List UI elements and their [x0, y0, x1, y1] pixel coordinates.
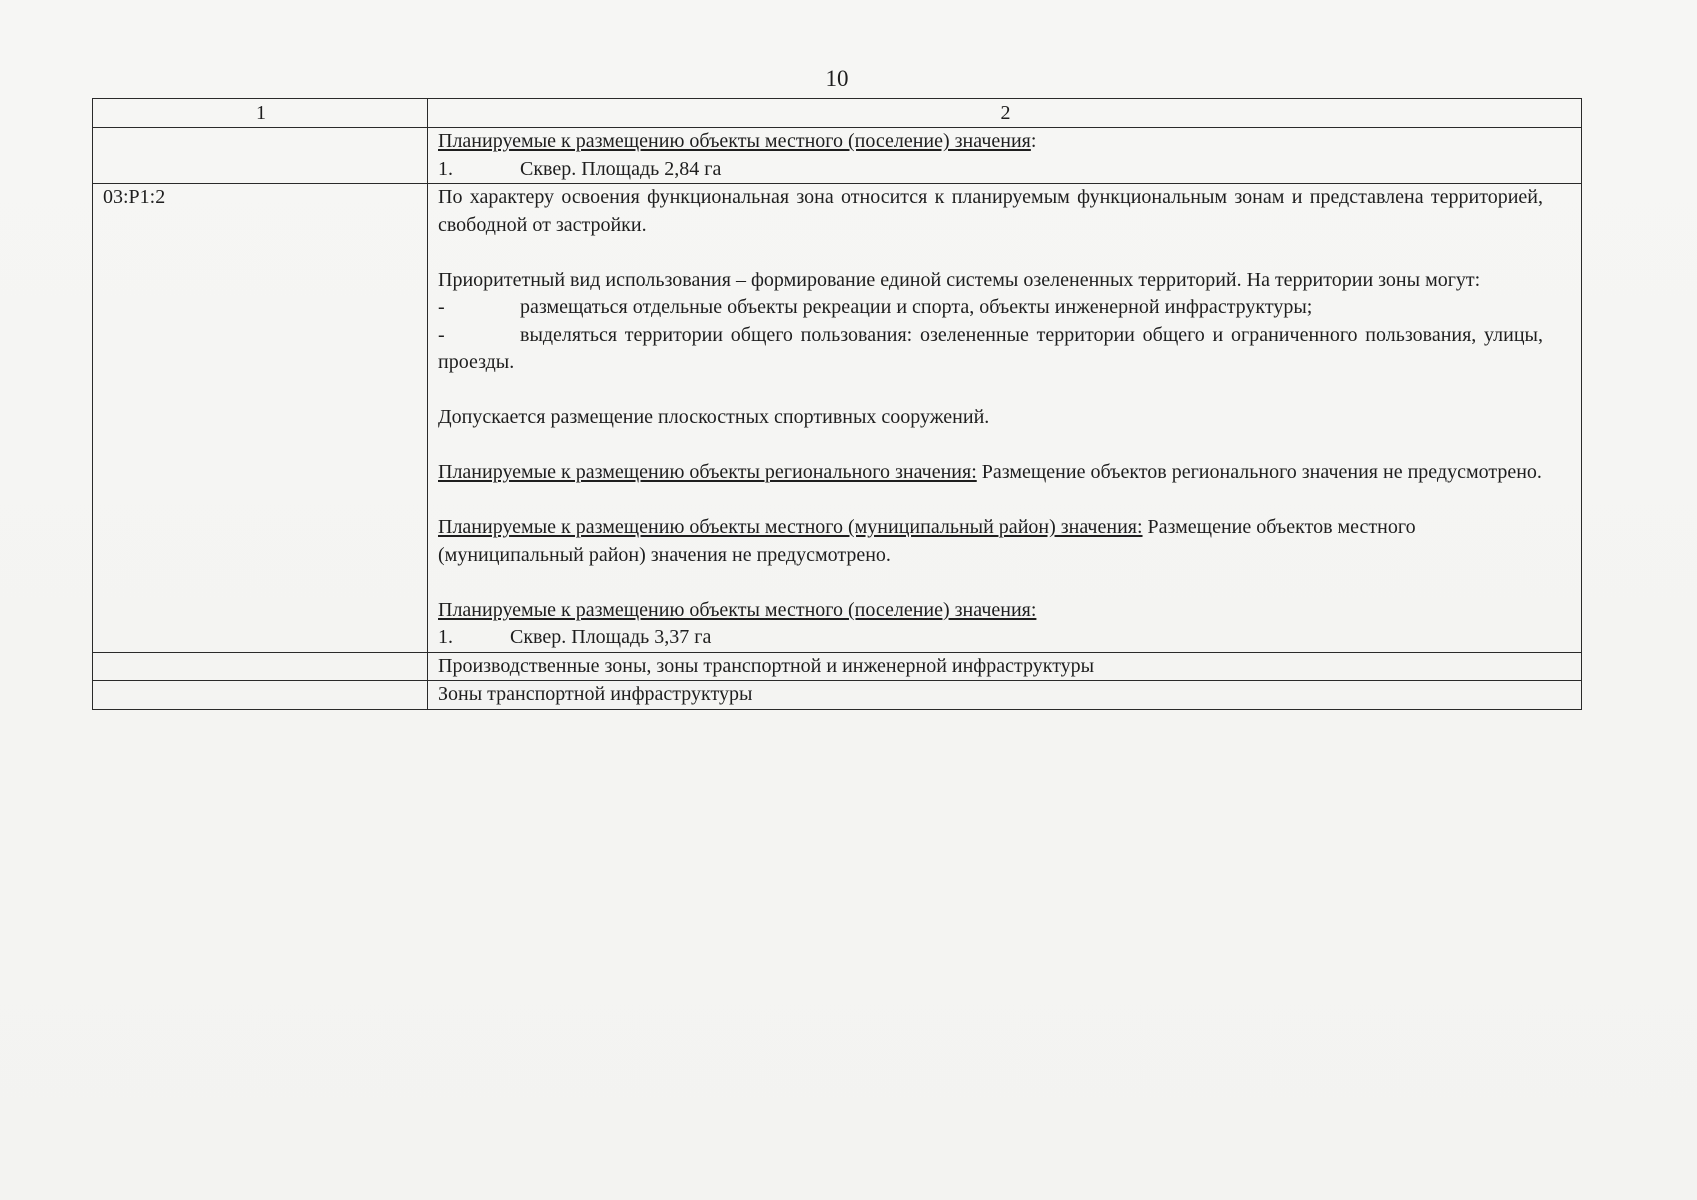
list-item: [438, 624, 1543, 652]
municipal-objects-text: Размещение объектов местного (муниципальный район) значения не предусмотрено.: [438, 516, 1416, 566]
zone-group-title: Производственные зоны, зоны транспортной и инженерной инфраструктуры: [428, 652, 1582, 681]
list-item-number: 1.: [438, 626, 453, 648]
table-row: [93, 128, 1582, 184]
table-header-row: [93, 99, 1582, 128]
zone-code-cell: [93, 128, 428, 184]
municipal-objects-heading: Планируемые к размещению объекты местного (муниципальный район) значения:: [438, 516, 1143, 538]
table-row: [93, 681, 1582, 710]
allowed-placement-paragraph: Допускается размещение плоскостных спортивных сооружений.: [438, 406, 990, 428]
development-character-paragraph: По характеру освоения функциональная зона относится к планируемым функциональным зонам и представлена территорией, свободной от застройки.: [438, 186, 1543, 236]
list-item-number: 1.: [438, 157, 453, 180]
dash-marker: -: [438, 296, 445, 318]
settlement-objects-heading: Планируемые к размещению объекты местного (поселение) значения:: [438, 598, 1037, 621]
municipal-objects-paragraph: [438, 514, 1543, 569]
zone-code-cell: [93, 652, 428, 681]
paragraph-gap: [438, 487, 1543, 515]
paragraph-gap: [438, 239, 1543, 267]
paragraph-gap: [438, 432, 1543, 460]
dash-marker: -: [438, 323, 445, 346]
list-item-text: размещаться отдельные объекты рекреации и спорта, объекты инженерной инфраструктуры;: [520, 296, 1313, 318]
settlement-objects-heading: Планируемые к размещению объекты местного (поселение) значения:: [438, 130, 1037, 152]
zone-subgroup-title: Зоны транспортной инфраструктуры: [428, 681, 1582, 710]
regional-objects-heading: Планируемые к размещению объекты регионального значения:: [438, 461, 977, 483]
zone-description-cell: [428, 184, 1582, 653]
column-header-2: 2: [428, 99, 1582, 128]
table-row: [93, 652, 1582, 681]
list-item: [438, 294, 1543, 322]
zone-description-cell: [428, 128, 1582, 184]
zones-table: [92, 98, 1582, 710]
list-item-text: Сквер. Площадь 3,37 га: [510, 626, 712, 648]
paragraph-gap: [438, 569, 1543, 597]
column-header-1: 1: [93, 99, 428, 128]
list-item-text: Сквер. Площадь 2,84 га: [520, 157, 722, 180]
list-item-text: выделяться территории общего пользования: озелененные территории общего и ограниченного пользования, улицы, проезды.: [438, 323, 1543, 373]
regional-objects-text: Размещение объектов регионального значения не предусмотрено.: [981, 461, 1542, 483]
paragraph-gap: [438, 377, 1543, 405]
regional-objects-paragraph: [438, 459, 1543, 487]
table-row: [93, 184, 1582, 653]
list-item: [438, 156, 1543, 184]
zone-code-cell: 03:Р1:2: [93, 184, 428, 653]
list-item: [438, 322, 1543, 377]
page-number: 10: [825, 66, 849, 91]
zone-code-cell: [93, 681, 428, 710]
priority-use-paragraph: Приоритетный вид использования – формирование единой системы озелененных территорий. На территории зоны могут:: [438, 268, 1481, 291]
